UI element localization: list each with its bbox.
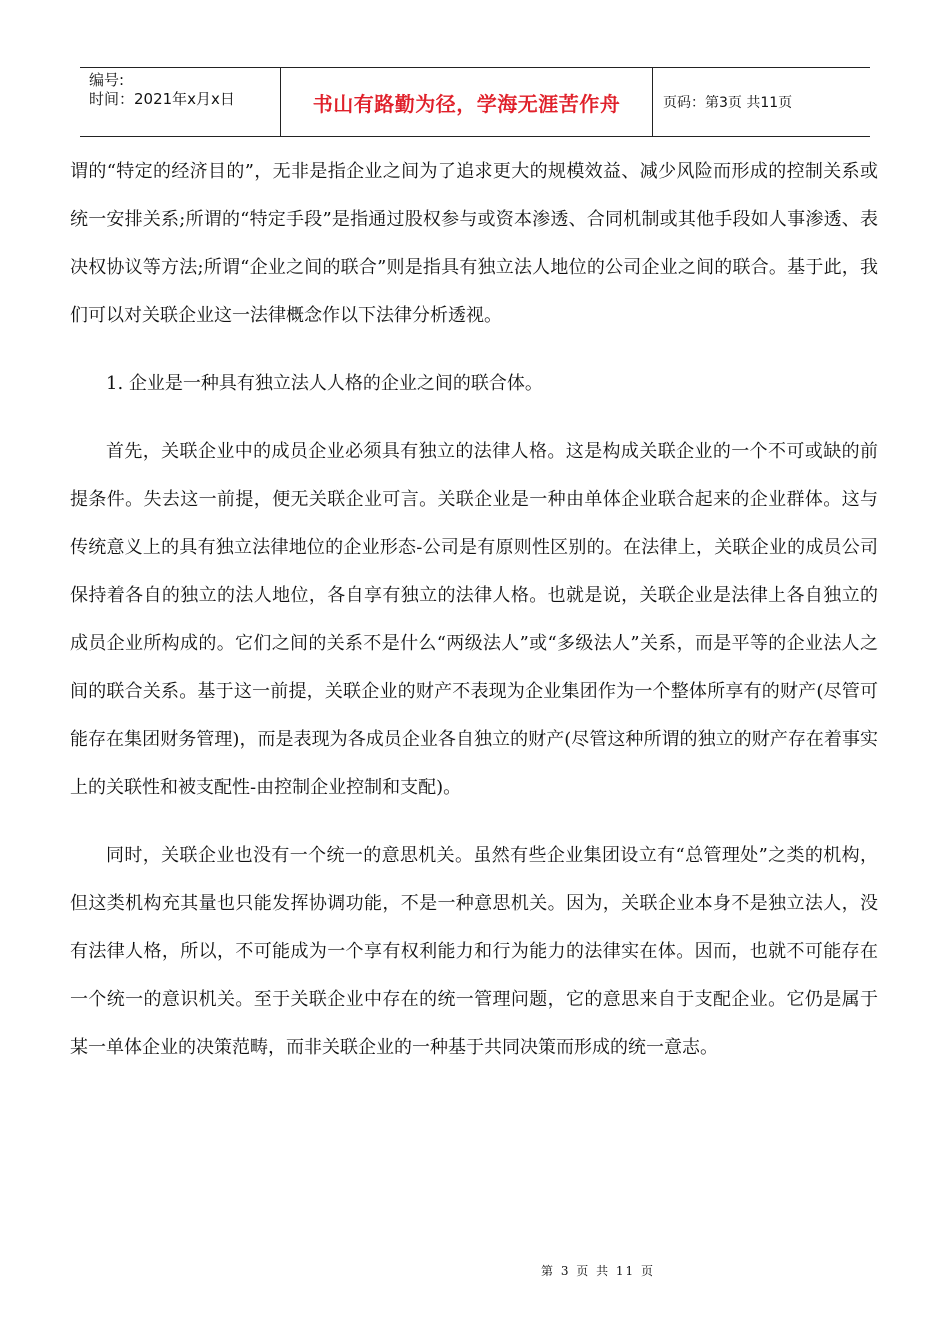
header-motto: 书山有路勤为径，学海无涯苦作舟 bbox=[281, 68, 653, 136]
document-header bbox=[80, 67, 870, 137]
date-label: 时间：2021年x月x日 bbox=[89, 90, 235, 108]
paragraph-1: 谓的“特定的经济目的”，无非是指企业之间为了追求更大的规模效益、减少风险而形成的控制关系或统一安排关系;所谓的“特定手段”是指通过股权参与或资本渗透、合同机制或其他手段如人事渗透、表决权协议等方法;所谓“企业之间的联合”则是指具有独立法人地位的公司企业之间的联合。基于此，我们可以对关联企业这一法律概念作以下法律分析透视。 bbox=[70, 161, 878, 326]
page-footer bbox=[0, 1262, 950, 1279]
code-label: 编号: bbox=[89, 71, 125, 89]
paragraph-3: 首先，关联企业中的成员企业必须具有独立的法律人格。这是构成关联企业的一个不可或缺的前提条件。失去这一前提，便无关联企业可言。关联企业是一种由单体企业联合起来的企业群体。这与传统意义上的具有独立法律地位的企业形态-公司是有原则性区别的。在法律上，关联企业的成员公司保持着各自的独立的法人地位，各自享有独立的法律人格。也就是说，关联企业是法律上各自独立的成员企业所构成的。它们之间的关系不是什么“两级法人”或“多级法人”关系，而是平等的企业法人之间的联合关系。基于这一前提，关联企业的财产不表现为企业集团作为一个整体所享有的财产(尽管可能存在集团财务管理)，而是表现为各成员企业各自独立的财产(尽管这种所谓的独立的财产存在着事实上的关联性和被支配性-由控制企业控制和支配)。 bbox=[70, 441, 878, 798]
paragraph-4: 同时，关联企业也没有一个统一的意思机关。虽然有些企业集团设立有“总管理处”之类的机构，但这类机构充其量也只能发挥协调功能，不是一种意思机关。因为，关联企业本身不是独立法人，没有法律人格，所以，不可能成为一个享有权利能力和行为能力的法律实在体。因而，也就不可能存在一个统一的意识机关。至于关联企业中存在的统一管理问题，它的意思来自于支配企业。它仍是属于某一单体企业的决策范畴，而非关联企业的一种基于共同决策而形成的统一意志。 bbox=[70, 845, 878, 1058]
header-meta bbox=[80, 68, 281, 136]
header-page-label: 页码：第3页 共11页 bbox=[663, 95, 793, 111]
footer-page-number: 第 3 页 共 11 页 bbox=[541, 1264, 655, 1278]
document-body bbox=[70, 148, 878, 1072]
paragraph-2: 1. 企业是一种具有独立法人人格的企业之间的联合体。 bbox=[106, 373, 543, 394]
